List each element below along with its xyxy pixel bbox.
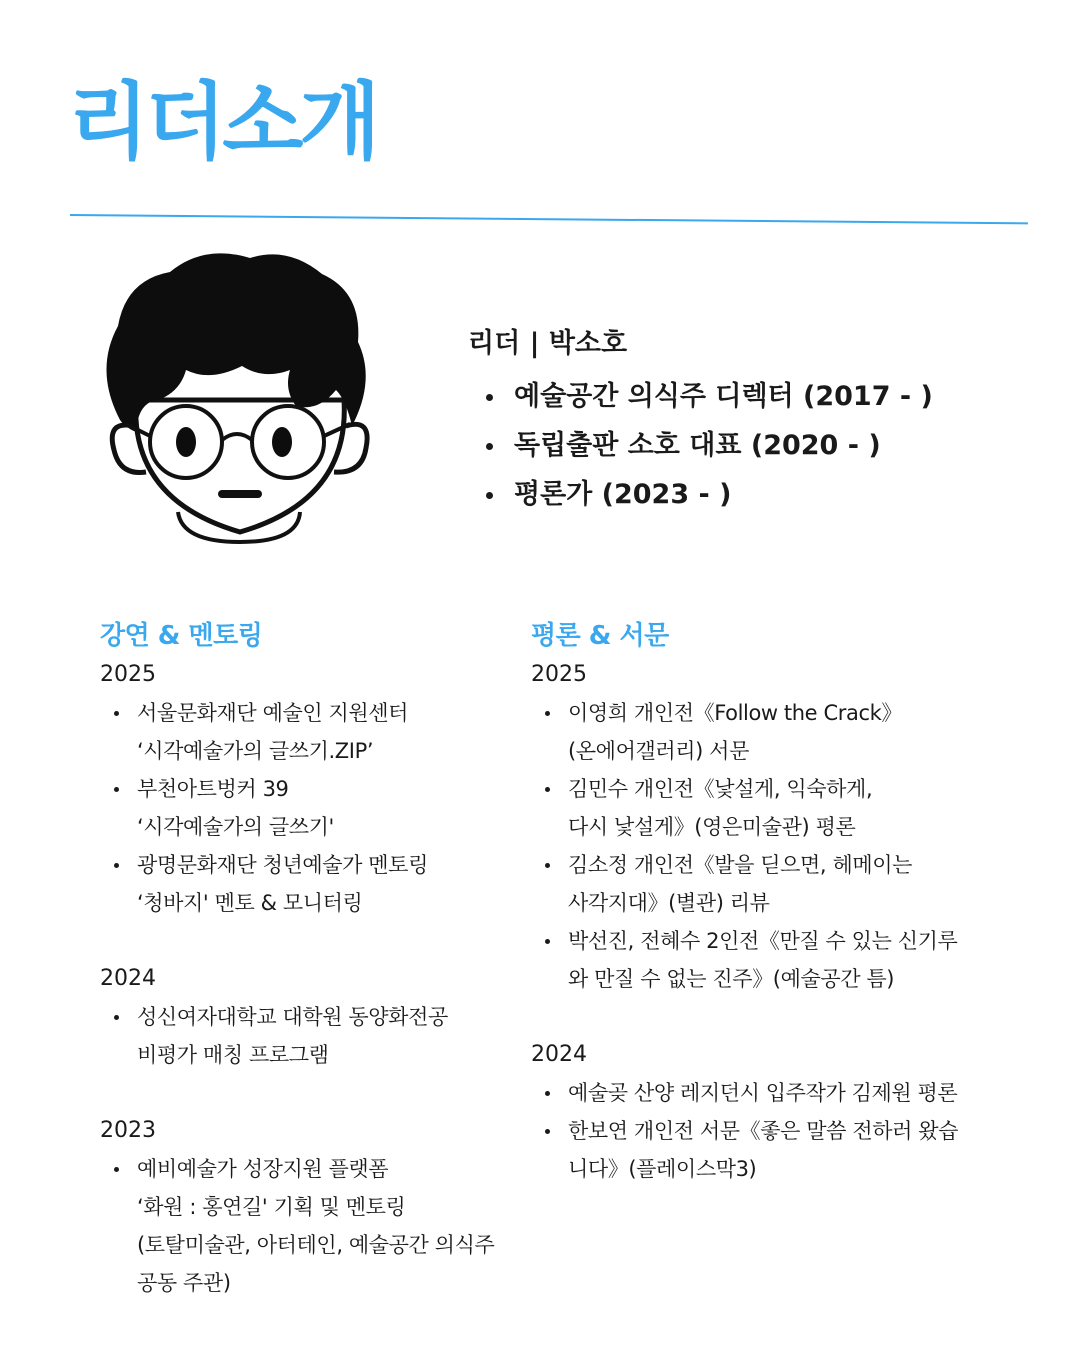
- role-item: 독립출판 소호 대표 (2020 - ): [468, 421, 1028, 470]
- entry-line: 니다》(플레이스막3): [568, 1157, 757, 1181]
- year-block: [100, 1112, 570, 1302]
- entry-line: 한보연 개인전 서문《좋은 말씀 전하러 왔습: [568, 1119, 959, 1143]
- year-block: [531, 656, 1031, 998]
- entry-list: [100, 998, 570, 1074]
- entry-item: [531, 770, 1031, 846]
- entry-list: [531, 1074, 1031, 1188]
- year-label: 2025: [531, 662, 587, 687]
- entry-item: [531, 922, 1031, 998]
- person-with-glasses-icon: [100, 250, 370, 550]
- entry-list: [531, 694, 1031, 998]
- entry-line: 와 만질 수 없는 진주》(예술공간 틈): [568, 967, 895, 991]
- entry-line: 김민수 개인전《낯설게, 익숙하게,: [568, 777, 873, 801]
- year-label: 2024: [100, 966, 156, 991]
- entry-item: [100, 998, 570, 1074]
- year-label: 2023: [100, 1118, 156, 1143]
- entry-line: 광명문화재단 청년예술가 멘토링: [137, 853, 428, 877]
- year-label: 2025: [100, 662, 156, 687]
- entry-item: [531, 694, 1031, 770]
- reviews-years: [531, 656, 1031, 1188]
- lectures-section: [100, 616, 570, 1340]
- year-block: [100, 960, 570, 1074]
- entry-line: 다시 낯설게》(영은미술관) 평론: [568, 815, 856, 839]
- role-item: 평론가 (2023 - ): [468, 470, 1028, 519]
- entry-line: 예술곶 산양 레지던시 입주작가 김제원 평론: [568, 1081, 958, 1105]
- entry-item: [100, 1150, 570, 1302]
- page-title: 리더소개: [68, 73, 377, 171]
- entry-line: 공동 주관): [137, 1271, 231, 1295]
- entry-line: ‘화원 : 홍연길' 기획 및 멘토링: [137, 1195, 406, 1219]
- profile-block: [468, 324, 1028, 519]
- reviews-section: [531, 616, 1031, 1226]
- entry-list: [100, 694, 570, 922]
- entry-line: ‘시각예술가의 글쓰기': [137, 815, 334, 839]
- entry-line: ‘청바지' 멘토 & 모니터링: [137, 891, 363, 915]
- entry-list: [100, 1150, 570, 1302]
- entry-line: 부천아트벙커 39: [137, 777, 289, 801]
- title-divider: [70, 214, 1028, 224]
- entry-line: 비평가 매칭 프로그램: [137, 1043, 329, 1067]
- entry-line: 성신여자대학교 대학원 동양화전공: [137, 1005, 448, 1029]
- entry-line: 사각지대》(별관) 리뷰: [568, 891, 770, 915]
- leader-name: 리더 | 박소호: [468, 328, 628, 359]
- lectures-years: [100, 656, 570, 1302]
- entry-line: ‘시각예술가의 글쓰기.ZIP’: [137, 739, 374, 763]
- role-list: [468, 372, 1028, 519]
- lectures-heading: 강연 & 멘토링: [100, 621, 263, 651]
- reviews-heading: 평론 & 서문: [531, 621, 669, 651]
- entry-line: 김소정 개인전《발을 딛으면, 헤메이는: [568, 853, 912, 877]
- year-label: 2024: [531, 1042, 587, 1067]
- entry-line: (온에어갤러리) 서문: [568, 739, 749, 763]
- entry-item: [100, 770, 570, 846]
- entry-line: 예비예술가 성장지원 플랫폼: [137, 1157, 389, 1181]
- entry-item: [100, 694, 570, 770]
- entry-line: 이영희 개인전《Follow the Crack》: [568, 701, 902, 725]
- year-block: [531, 1036, 1031, 1188]
- entry-item: [531, 1112, 1031, 1188]
- entry-item: [531, 1074, 1031, 1112]
- entry-line: (토탈미술관, 아터테인, 예술공간 의식주: [137, 1233, 495, 1257]
- role-item: 예술공간 의식주 디렉터 (2017 - ): [468, 372, 1028, 421]
- year-block: [100, 656, 570, 922]
- entry-line: 서울문화재단 예술인 지원센터: [137, 701, 409, 725]
- entry-item: [531, 846, 1031, 922]
- entry-item: [100, 846, 570, 922]
- entry-line: 박선진, 전혜수 2인전《만질 수 있는 신기루: [568, 929, 958, 953]
